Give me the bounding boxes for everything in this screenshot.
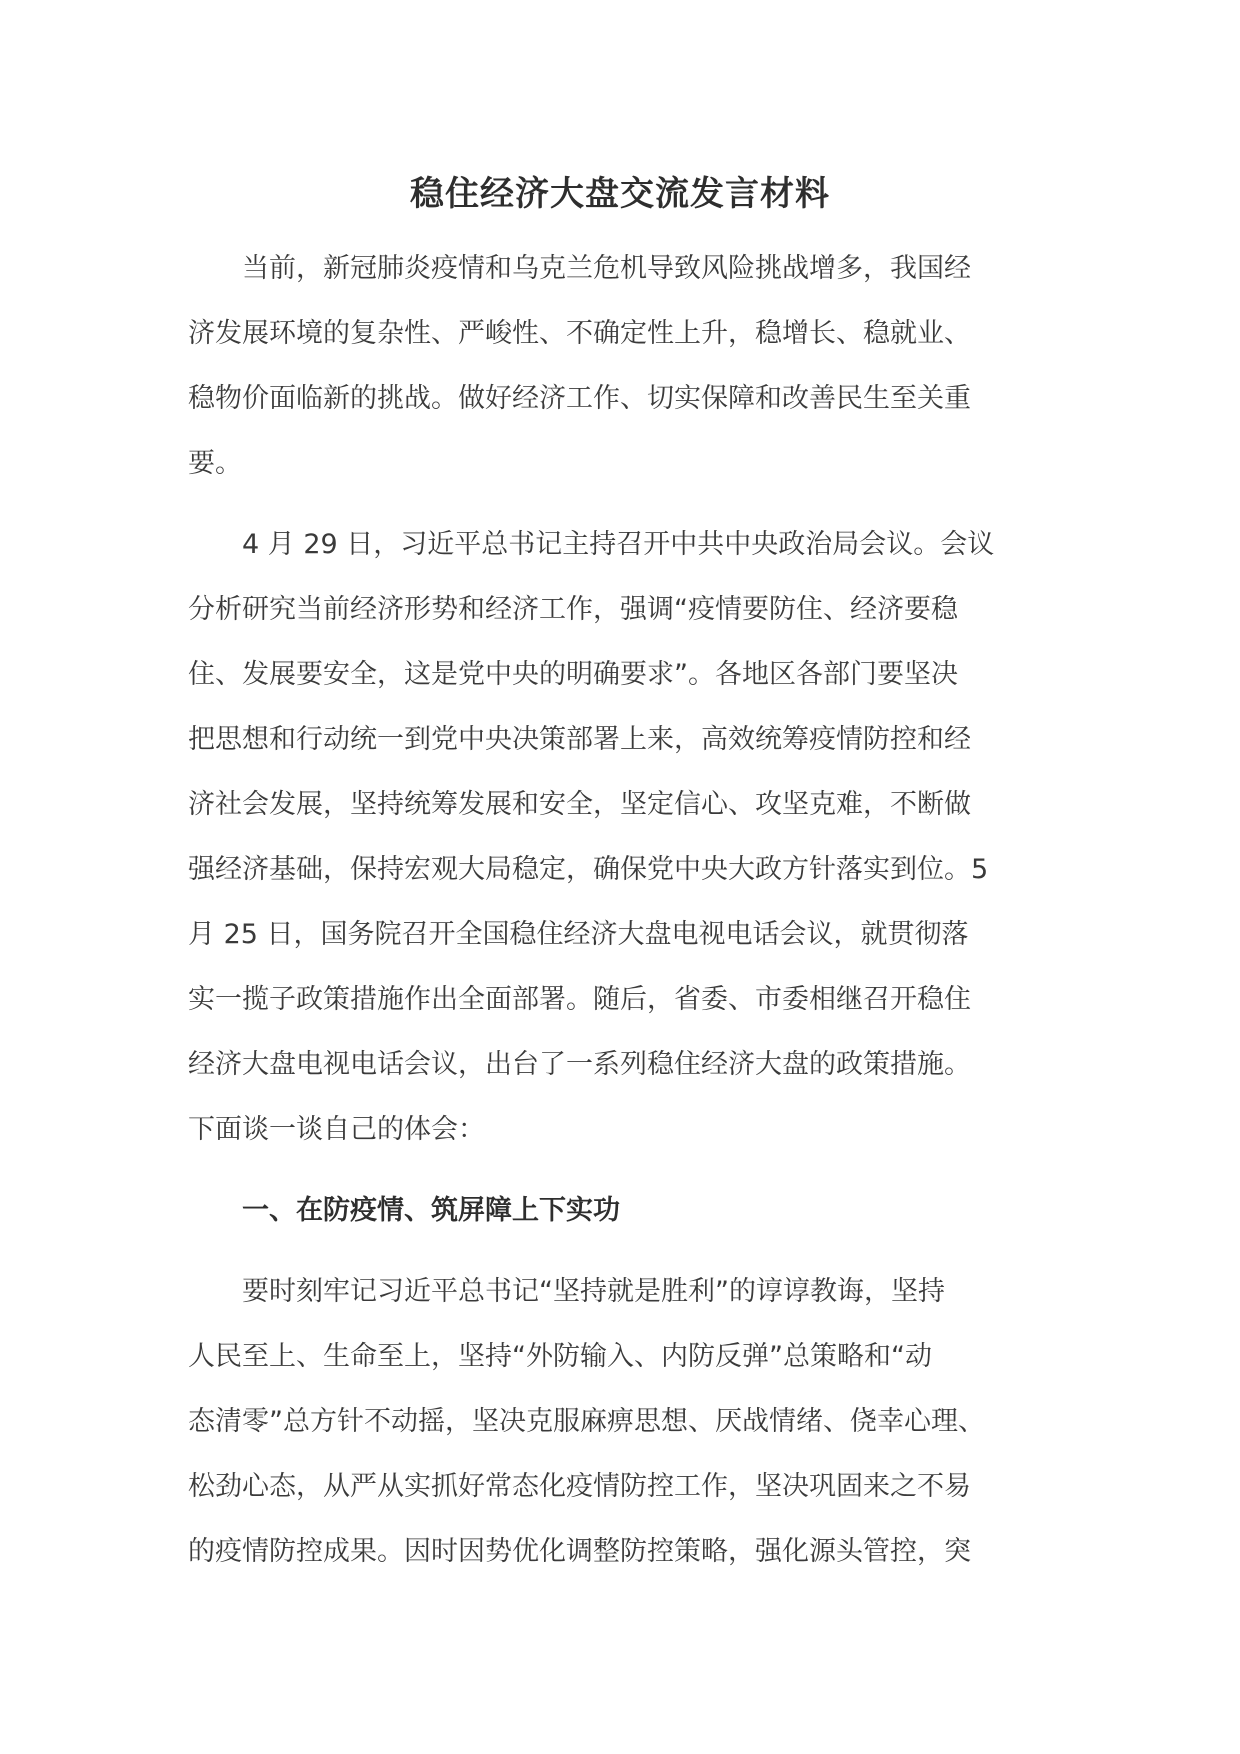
text-line: 要。 [188,448,242,479]
text-line: 下面谈一谈自己的体会： [188,1114,485,1145]
text-line: 人民至上、生命至上，坚持“外防输入、内防反弹”总策略和“动 [188,1341,932,1372]
section-heading: 一、在防疫情、筑屏障上下实功 [242,1195,620,1226]
paragraph-intro [188,236,1058,496]
text-line: 的疫情防控成果。因时因势优化调整防控策略，强化源头管控，突 [188,1536,971,1567]
text-line: 济发展环境的复杂性、严峻性、不确定性上升，稳增长、稳就业、 [188,318,971,349]
text-line: 松劲心态，从严从实抓好常态化疫情防控工作，坚决巩固来之不易 [188,1471,971,1502]
text-line: 当前，新冠肺炎疫情和乌克兰危机导致风险挑战增多，我国经 [242,253,971,284]
paragraph-meeting [188,512,1058,1162]
text-line: 4 月 29 日，习近平总书记主持召开中共中央政治局会议。会议 [242,529,995,560]
text-line: 住、发展要安全，这是党中央的明确要求”。各地区各部门要坚决 [188,659,958,690]
text-line: 强经济基础，保持宏观大局稳定，确保党中央大政方针落实到位。5 [188,854,989,885]
text-line: 稳物价面临新的挑战。做好经济工作、切实保障和改善民生至关重 [188,383,971,414]
text-line: 分析研究当前经济形势和经济工作，强调“疫情要防住、经济要稳 [188,594,958,625]
text-line: 把思想和行动统一到党中央决策部署上来，高效统筹疫情防控和经 [188,724,971,755]
text-line: 态清零”总方针不动摇，坚决克服麻痹思想、厌战情绪、侥幸心理、 [188,1406,985,1437]
document-body [188,236,1058,1584]
text-line: 济社会发展，坚持统筹发展和安全，坚定信心、攻坚克难，不断做 [188,789,971,820]
document-title: 稳住经济大盘交流发言材料 [410,174,830,214]
paragraph-epidemic [188,1259,1058,1584]
text-line: 经济大盘电视电话会议，出台了一系列稳住经济大盘的政策措施。 [188,1049,971,1080]
text-line: 月 25 日，国务院召开全国稳住经济大盘电视电话会议，就贯彻落 [188,919,969,950]
text-line: 实一揽子政策措施作出全面部署。随后，省委、市委相继召开稳住 [188,984,971,1015]
text-line: 要时刻牢记习近平总书记“坚持就是胜利”的谆谆教诲，坚持 [242,1276,945,1307]
